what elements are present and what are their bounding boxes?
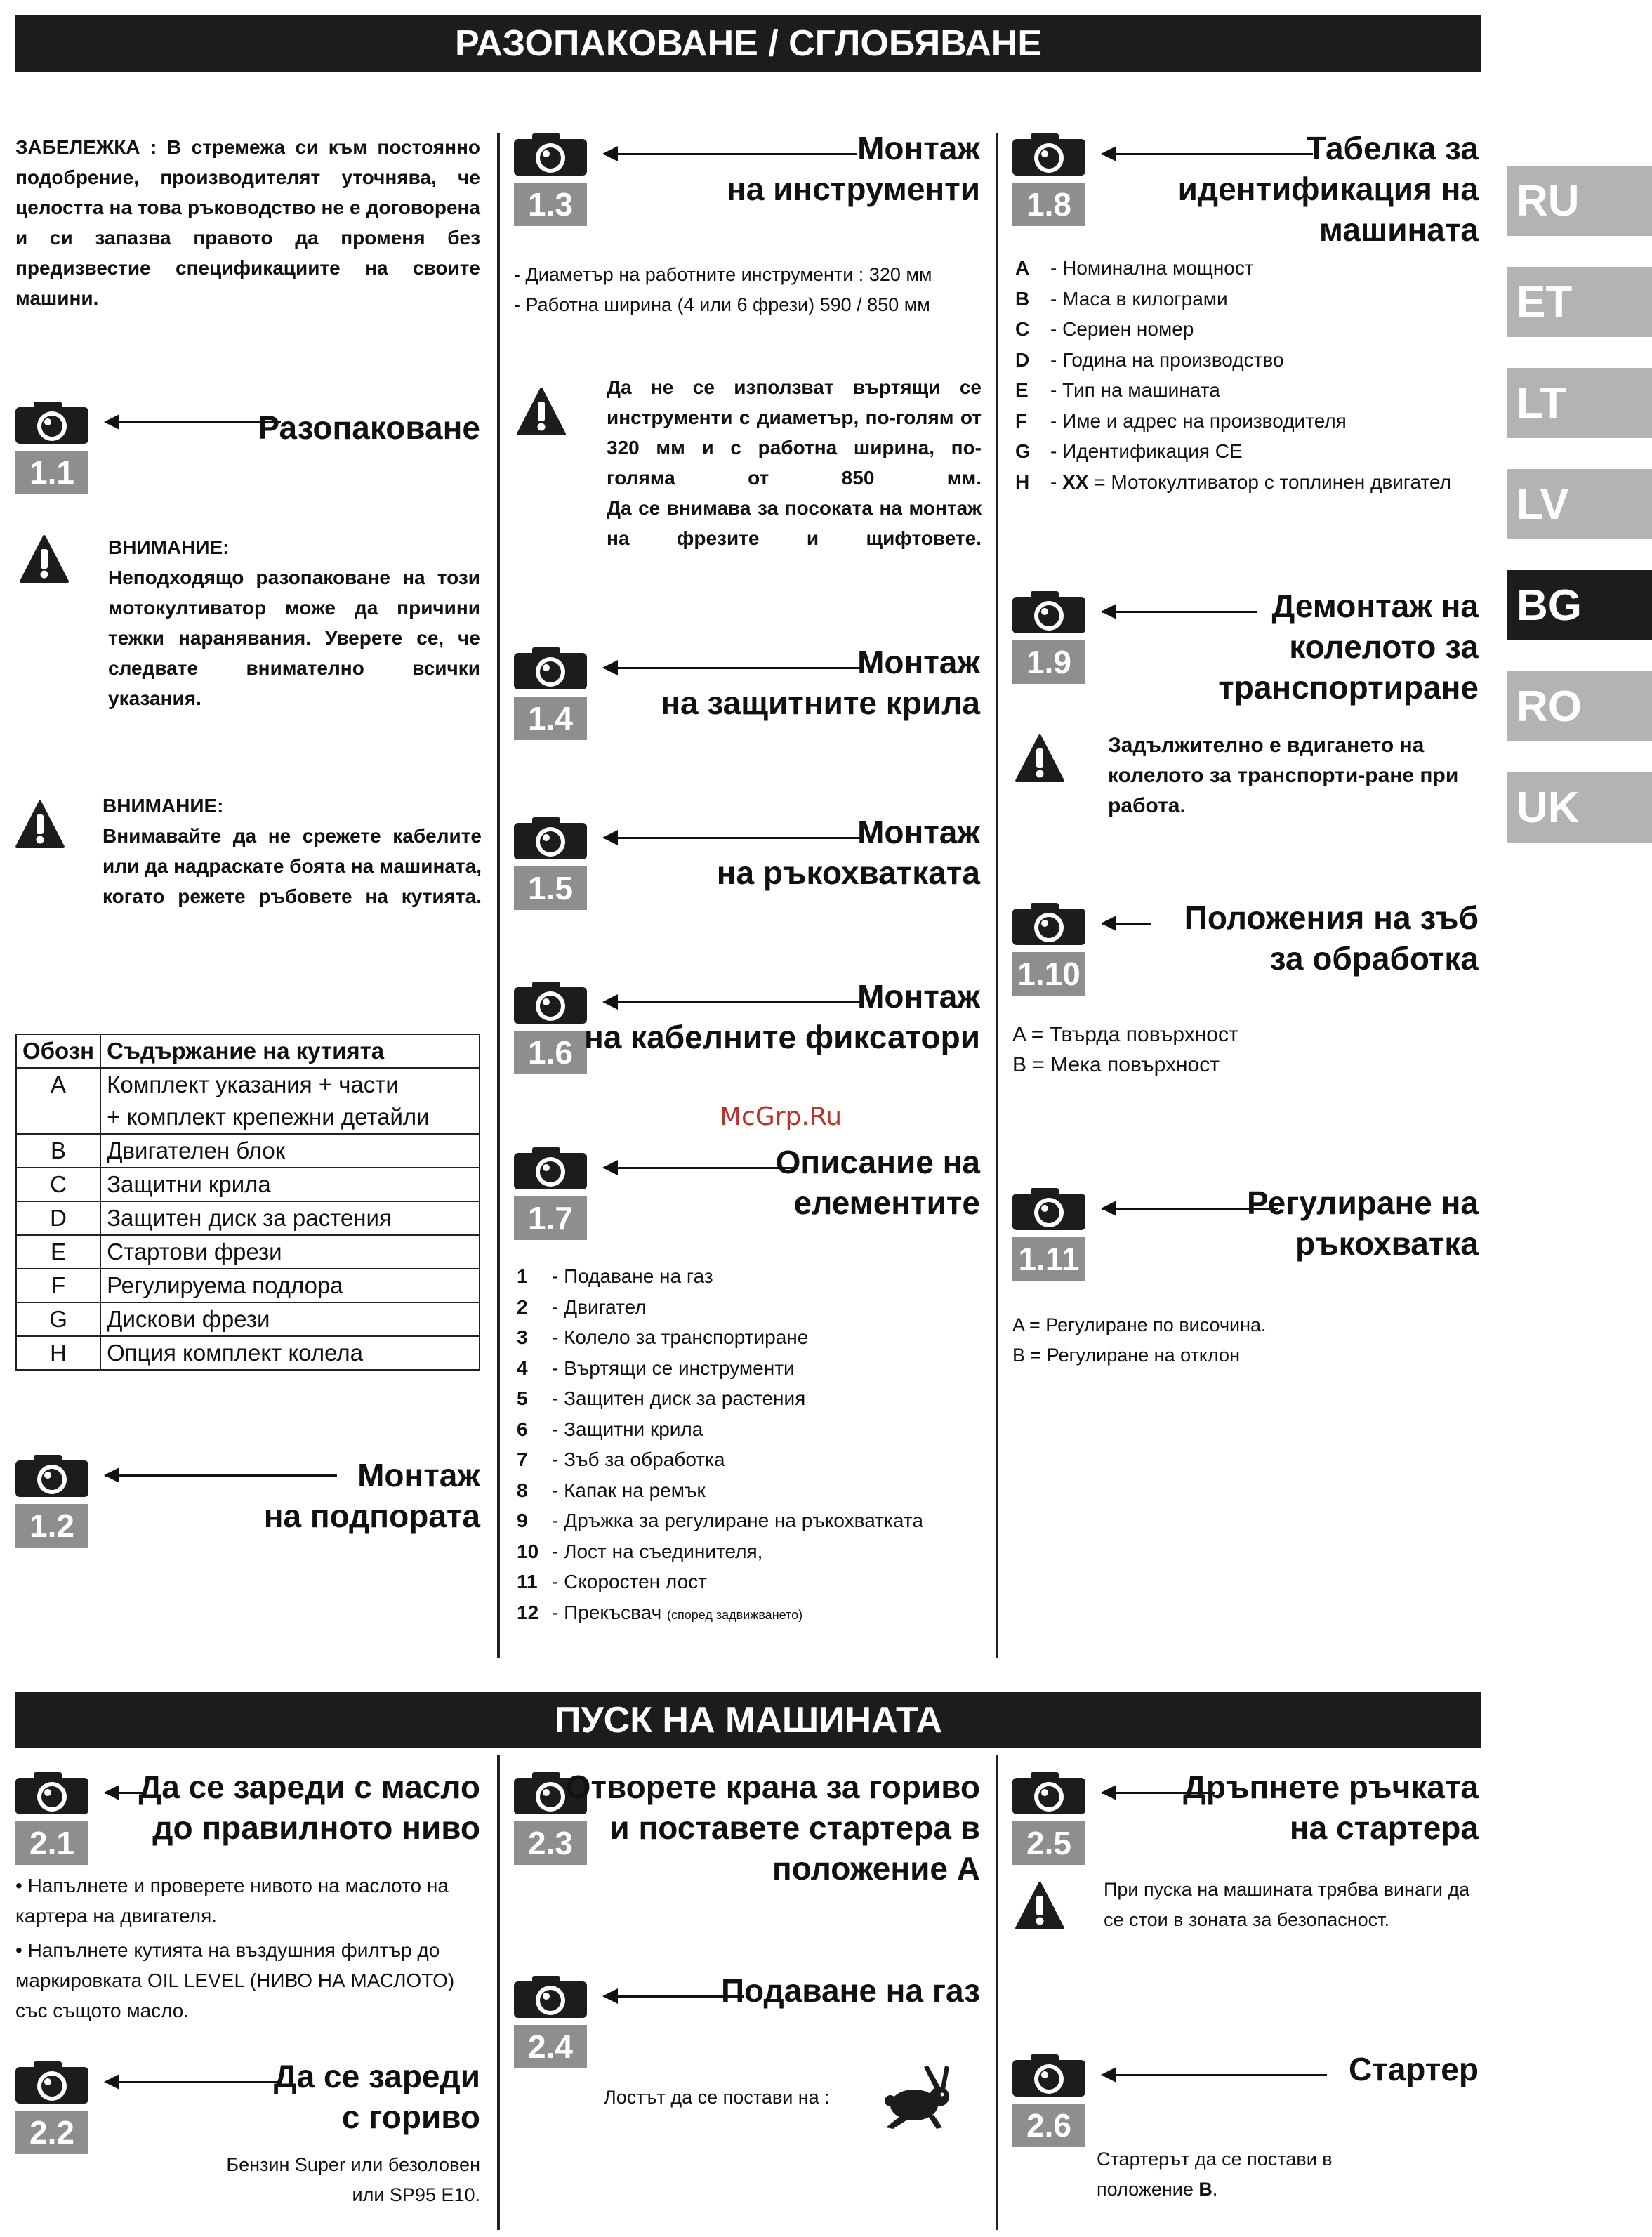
arrow-left-icon — [105, 421, 281, 423]
arrow-left-icon — [1102, 923, 1151, 925]
table-row — [16, 1201, 480, 1235]
warning-text: Задължително е вдигането на колелото за транспорти-ране при работа. — [1108, 734, 1459, 817]
table-cell: A — [16, 1068, 100, 1101]
starter-instruction: Стартерът да се постави в положение B. — [1097, 2149, 1333, 2200]
tab-uk[interactable]: UK — [1507, 772, 1652, 843]
table-row — [16, 1336, 480, 1370]
step-number: 1.7 — [514, 1196, 587, 1240]
header-banner — [15, 15, 1481, 72]
camera-icon — [1012, 2053, 1085, 2097]
list-item: F - Име и адрес на производителя — [1015, 409, 1347, 432]
section-title: ПУСК НА МАШИНАТА — [554, 1700, 943, 1741]
warning-icon — [517, 388, 566, 437]
step-2-2 — [15, 2060, 480, 2158]
table-header-row — [16, 1034, 480, 1068]
step-1-4 — [514, 646, 980, 744]
list-item: D - Година на производство — [1015, 348, 1284, 371]
list-item: 5 - Защитен диск за растения — [517, 1387, 806, 1409]
table-cell: F — [16, 1269, 100, 1302]
table-cell: G — [16, 1302, 100, 1336]
list-item: 3 - Колело за транспортиране — [517, 1326, 809, 1348]
table-cell: Двигателен блок — [100, 1134, 480, 1168]
table-cell: + комплект крепежни детайли — [100, 1101, 480, 1134]
table-cell: D — [16, 1201, 100, 1235]
step-title: Монтаж на кабелните фиксатори — [584, 978, 980, 1055]
step-number: 2.1 — [15, 1821, 88, 1865]
table-row — [16, 1168, 480, 1201]
table-cell: Регулируема подлора — [100, 1269, 480, 1302]
table-cell: Комплект указания + части — [100, 1068, 480, 1101]
step-number: 2.3 — [514, 1821, 587, 1865]
step-2-1 — [15, 1771, 480, 1869]
table-row — [16, 1235, 480, 1269]
list-item: G - Идентификация CE — [1015, 440, 1243, 462]
column-divider — [996, 133, 998, 1658]
note-text: ЗАБЕЛЕЖКА : В стремежа си към постоянно подобрение, производителят уточнява, че целостта на това ръководство не е договорена и си запазва правото да променя без предизвестие спецификациите на своите машини. — [15, 136, 480, 309]
table-cell: E — [16, 1235, 100, 1269]
step-2-3 — [514, 1769, 980, 1887]
table-cell: Дискови фрези — [100, 1302, 480, 1336]
tab-ro[interactable]: RO — [1507, 671, 1652, 741]
step-1-11 — [1012, 1187, 1479, 1285]
table-row — [16, 1101, 480, 1134]
step-number: 2.5 — [1012, 1821, 1085, 1865]
camera-icon — [514, 646, 587, 689]
table-cell: H — [16, 1336, 100, 1370]
tab-ru[interactable]: RU — [1507, 166, 1652, 236]
list-item: 10 - Лост на съединителя, — [517, 1540, 763, 1562]
table-row — [16, 1269, 480, 1302]
step-title: Дръпнете ръчката на стартера — [1183, 1769, 1479, 1846]
table-row — [16, 1068, 480, 1101]
list-item: E - Тип на машината — [1015, 379, 1220, 401]
camera-icon — [1012, 132, 1085, 176]
step-1-10 — [1012, 899, 1479, 1000]
camera-icon — [1012, 590, 1085, 633]
list-item: 2 - Двигател — [517, 1295, 647, 1318]
table-cell: Стартови фрези — [100, 1235, 480, 1269]
step-number: 2.4 — [514, 2025, 587, 2068]
list-item: H - XX = Мотокултиватор с топлинен двигател — [1015, 470, 1451, 493]
warning-heading: ВНИМАНИЕ: — [108, 536, 230, 558]
step-title: Да се зареди с гориво — [273, 2058, 480, 2135]
step-title: Табелка за идентификация на машината — [1177, 130, 1479, 248]
step-title: Отворете крана за гориво и поставете стартера в положение A — [565, 1769, 980, 1887]
arrow-left-icon — [105, 2081, 281, 2083]
step-1-7 — [514, 1146, 980, 1244]
step-title: Положения на зъб за обработка — [1184, 899, 1479, 977]
list-item: 4 - Въртящи се инструменти — [517, 1357, 795, 1379]
warning-icon — [20, 535, 69, 584]
step-2-5 — [1012, 1771, 1479, 1869]
step-2-4 — [514, 1974, 980, 2073]
warning-icon — [15, 800, 65, 850]
box-contents-table — [15, 1034, 480, 1371]
step-title: Монтаж на подпората — [263, 1457, 480, 1534]
camera-icon — [15, 1771, 88, 1814]
step-number: 1.6 — [514, 1031, 587, 1074]
list-item: A - Номинална мощност — [1015, 257, 1254, 279]
table-cell: Опция комплект колела — [100, 1336, 480, 1370]
warning-text: Да не се използват въртящи се инструменти с диаметър, по-голям от 320 мм и с работна ширина, по-голяма от 850 мм. — [607, 376, 982, 489]
camera-icon — [514, 816, 587, 859]
column-divider — [996, 1755, 998, 2230]
step-number: 1.11 — [1012, 1237, 1085, 1281]
step-number: 1.4 — [514, 697, 587, 740]
camera-icon — [514, 980, 587, 1024]
list-item: 6 - Защитни крила — [517, 1418, 703, 1440]
step-title: Регулиране на ръкохватка — [1247, 1185, 1479, 1262]
arrow-left-icon — [1102, 2074, 1327, 2076]
list-item: 8 - Капак на ремък — [517, 1479, 706, 1501]
warning-text: Неподходящо разопаковане на този мотокултиватор може да причини тежки наранявания. Уверете се, че следвате внимателно всички указания. — [108, 567, 480, 709]
step-title: Да се зареди с масло до правилното ниво — [138, 1769, 480, 1846]
step-number: 1.1 — [15, 451, 88, 494]
column-header: Съдържание на кутията — [100, 1034, 480, 1068]
step-1-1 — [15, 400, 480, 499]
oil-instructions: • Напълнете и проверете нивото на маслото на картера на двигателя. • Напълнете кутията на въздушния филтър до маркировката OIL LEVEL (НИВО НА МАСЛОТО) със същото масло. — [15, 1875, 455, 2021]
camera-icon — [15, 2060, 88, 2104]
table-cell: Защитен диск за растения — [100, 1201, 480, 1235]
list-item: 12 - Прекъсвач (според задвижването) — [517, 1601, 803, 1623]
step-2-6 — [1012, 2053, 1479, 2151]
list-item: B - Маса в килограми — [1015, 287, 1228, 310]
throttle-instruction: Лостът да се постави на : — [604, 2087, 830, 2108]
list-item: 9 - Дръжка за регулиране на ръкохватката — [517, 1510, 923, 1531]
step-title: Демонтаж на колелото за транспортиране — [1218, 588, 1479, 706]
table-row — [16, 1302, 480, 1336]
step-title: Описание на елементите — [775, 1144, 980, 1221]
step-title: Подаване на газ — [720, 1972, 980, 2009]
arrow-left-icon — [604, 1167, 793, 1169]
step-number: 2.2 — [15, 2111, 88, 2154]
warning-text: Внимавайте да не срежете кабелите или да надраскате боята на машината, когато режете ръбовете на кутията. — [103, 825, 482, 907]
warning-heading: ВНИМАНИЕ: — [103, 795, 224, 817]
tooth-positions: A = Твърда повърхност B = Мека повърхност — [1012, 1023, 1238, 1076]
table-row — [16, 1134, 480, 1168]
tab-lv[interactable]: LV — [1507, 469, 1652, 539]
table-cell: Защитни крила — [100, 1168, 480, 1201]
warning-text: Да се внимава за посоката на монтаж на фрезите и щифтовете. — [607, 497, 982, 549]
warning-icon — [1015, 734, 1064, 784]
step-number: 1.5 — [514, 866, 587, 910]
step-title: Монтаж на ръкохватката — [716, 814, 980, 891]
section-banner — [15, 1692, 1481, 1748]
page-title: РАЗОПАКОВАНЕ / СГЛОБЯВАНЕ — [454, 23, 1043, 64]
camera-icon — [1012, 902, 1085, 945]
warning-text: При пуска на машината трябва винаги да се стои в зоната за безопасност. — [1104, 1879, 1470, 1930]
table-cell: B — [16, 1134, 100, 1168]
step-1-2 — [15, 1453, 480, 1552]
rabbit-icon — [872, 2061, 956, 2132]
warning-icon — [1015, 1882, 1064, 1931]
step-number: 1.9 — [1012, 640, 1085, 684]
step-1-8 — [1012, 130, 1479, 248]
camera-icon — [15, 1453, 88, 1497]
tab-lt[interactable]: LT — [1507, 368, 1652, 438]
step-number: 2.6 — [1012, 2104, 1085, 2147]
table-cell — [16, 1101, 100, 1134]
tool-specs: - Диаметър на работните инструменти : 320 мм - Работна ширина (4 или 6 фрези) 590 / 850 мм — [514, 264, 932, 315]
column-header: Обозн — [16, 1034, 100, 1068]
step-1-3 — [514, 132, 980, 230]
fuel-type: Бензин Super или безоловен или SP95 E10. — [226, 2154, 480, 2205]
id-plate-list — [1015, 253, 1481, 497]
camera-icon — [514, 132, 587, 176]
list-item: 1 - Подаване на газ — [517, 1265, 713, 1287]
step-number: 1.2 — [15, 1504, 88, 1548]
tab-bg[interactable]: BG — [1507, 570, 1652, 640]
camera-icon — [514, 1146, 587, 1189]
handle-adjustment: A = Регулиране по височина. B = Регулиране на отклон — [1012, 1314, 1267, 1366]
column-divider — [497, 133, 500, 1658]
step-1-6 — [514, 980, 980, 1078]
camera-icon — [1012, 1771, 1085, 1814]
list-item: C - Сериен номер — [1015, 318, 1194, 340]
list-item: 7 - Зъб за обработка — [517, 1449, 725, 1470]
step-1-5 — [514, 816, 980, 914]
column-divider — [497, 1755, 500, 2230]
step-title: Стартер — [1348, 2051, 1479, 2087]
camera-icon — [514, 1974, 587, 2018]
list-item: 11 - Скоростен лост — [517, 1571, 707, 1592]
tab-et[interactable]: ET — [1507, 267, 1652, 337]
step-number: 1.8 — [1012, 183, 1085, 226]
step-number: 1.10 — [1012, 952, 1085, 996]
step-title: Монтаж на защитните крила — [661, 644, 980, 721]
elements-list — [517, 1261, 983, 1630]
camera-icon — [1012, 1187, 1085, 1230]
camera-icon — [15, 400, 88, 444]
watermark: McGrp.Ru — [720, 1102, 842, 1131]
step-title: Монтаж на инструменти — [727, 130, 980, 207]
step-1-9 — [1012, 588, 1479, 706]
table-cell: C — [16, 1168, 100, 1201]
step-title: Разопаковане — [258, 409, 480, 446]
step-number: 1.3 — [514, 183, 587, 226]
